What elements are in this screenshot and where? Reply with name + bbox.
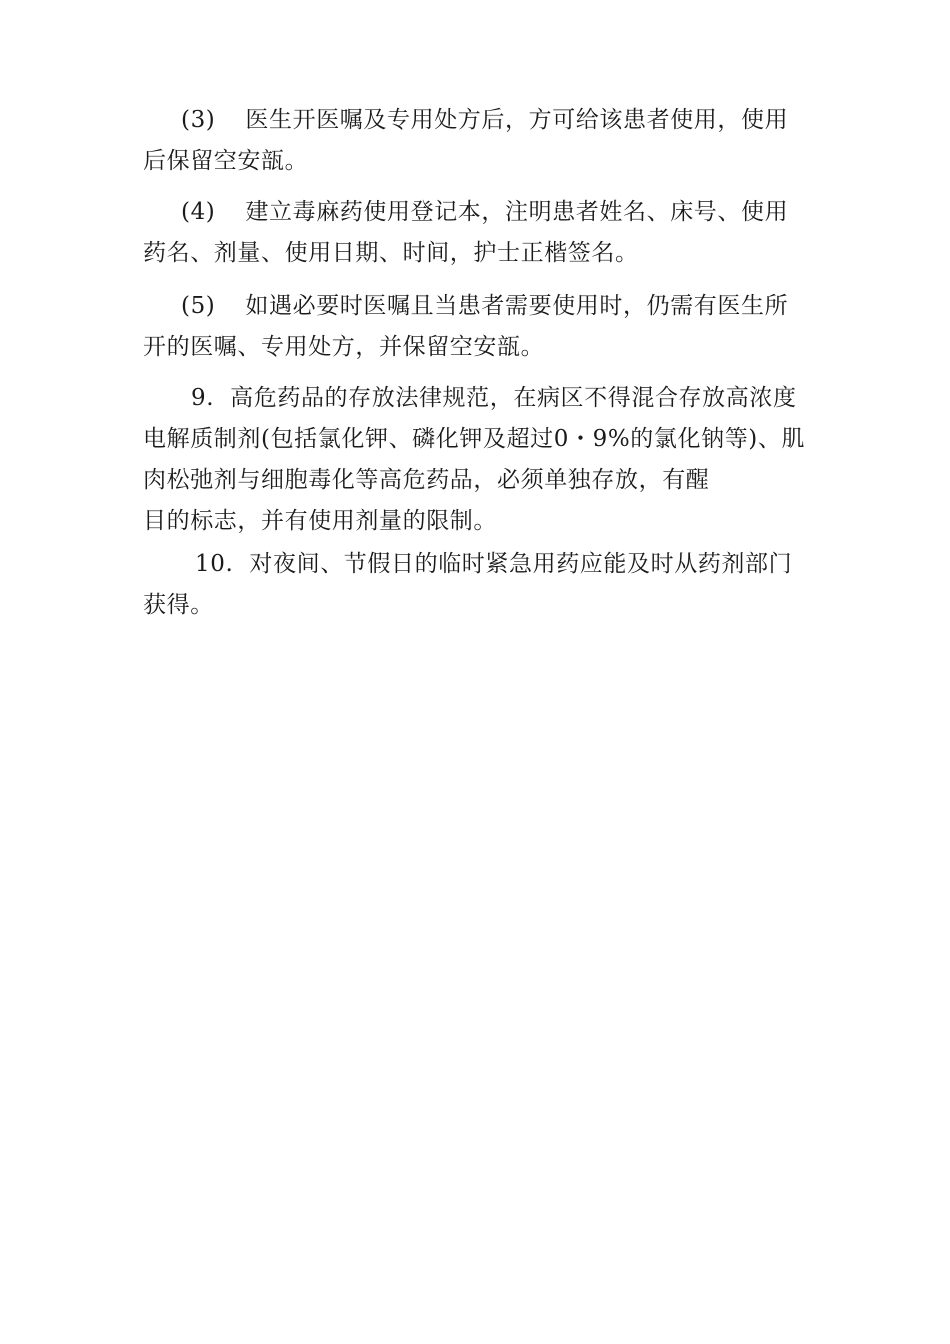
item-number: (3) [181,107,216,133]
paragraph-text: 医生开医嘱及专用处方后，方可给该患者使用，使用 [245,107,789,133]
item-number: (5) [181,293,216,319]
paragraph-first-line [143,544,833,585]
paragraph-text: 药名、剂量、使用日期、时间，护士正楷签名。 [143,240,639,266]
paragraph-text: 电解质制剂(包括氯化钾、磷化钾及超过0・9%的氯化钠等)、肌 [143,426,806,452]
paragraph-text: 获得。 [143,592,214,618]
paragraph-first-line [143,286,833,327]
paragraph-item-5 [143,286,833,368]
paragraph-text: 开的医嘱、专用处方，并保留空安瓿。 [143,334,545,360]
paragraph-first-line [143,192,833,233]
paragraph-item-3 [143,100,833,182]
paragraph-text: 如遇必要时医嘱且当患者需要使用时，仍需有医生所 [245,293,789,319]
paragraph-item-9 [143,378,833,542]
item-number: 9. [191,385,215,411]
paragraph-text: 高危药品的存放法律规范，在病区不得混合存放高浓度 [230,385,797,411]
paragraph-item-4 [143,192,833,274]
item-number: 10. [195,551,234,577]
paragraph-first-line [143,100,833,141]
paragraph-text: 后保留空安瓿。 [143,148,309,174]
paragraph-text: 肉松弛剂与细胞毒化等高危药品，必须单独存放，有醒 [143,467,710,493]
paragraph-text: 对夜间、节假日的临时紧急用药应能及时从药剂部门 [249,551,793,577]
paragraph-first-line [143,378,833,419]
item-number: (4) [181,199,216,225]
paragraph-text: 建立毒麻药使用登记本，注明患者姓名、床号、使用 [245,199,789,225]
paragraph-text: 目的标志，并有使用剂量的限制。 [143,508,497,534]
paragraph-item-10 [143,544,833,626]
